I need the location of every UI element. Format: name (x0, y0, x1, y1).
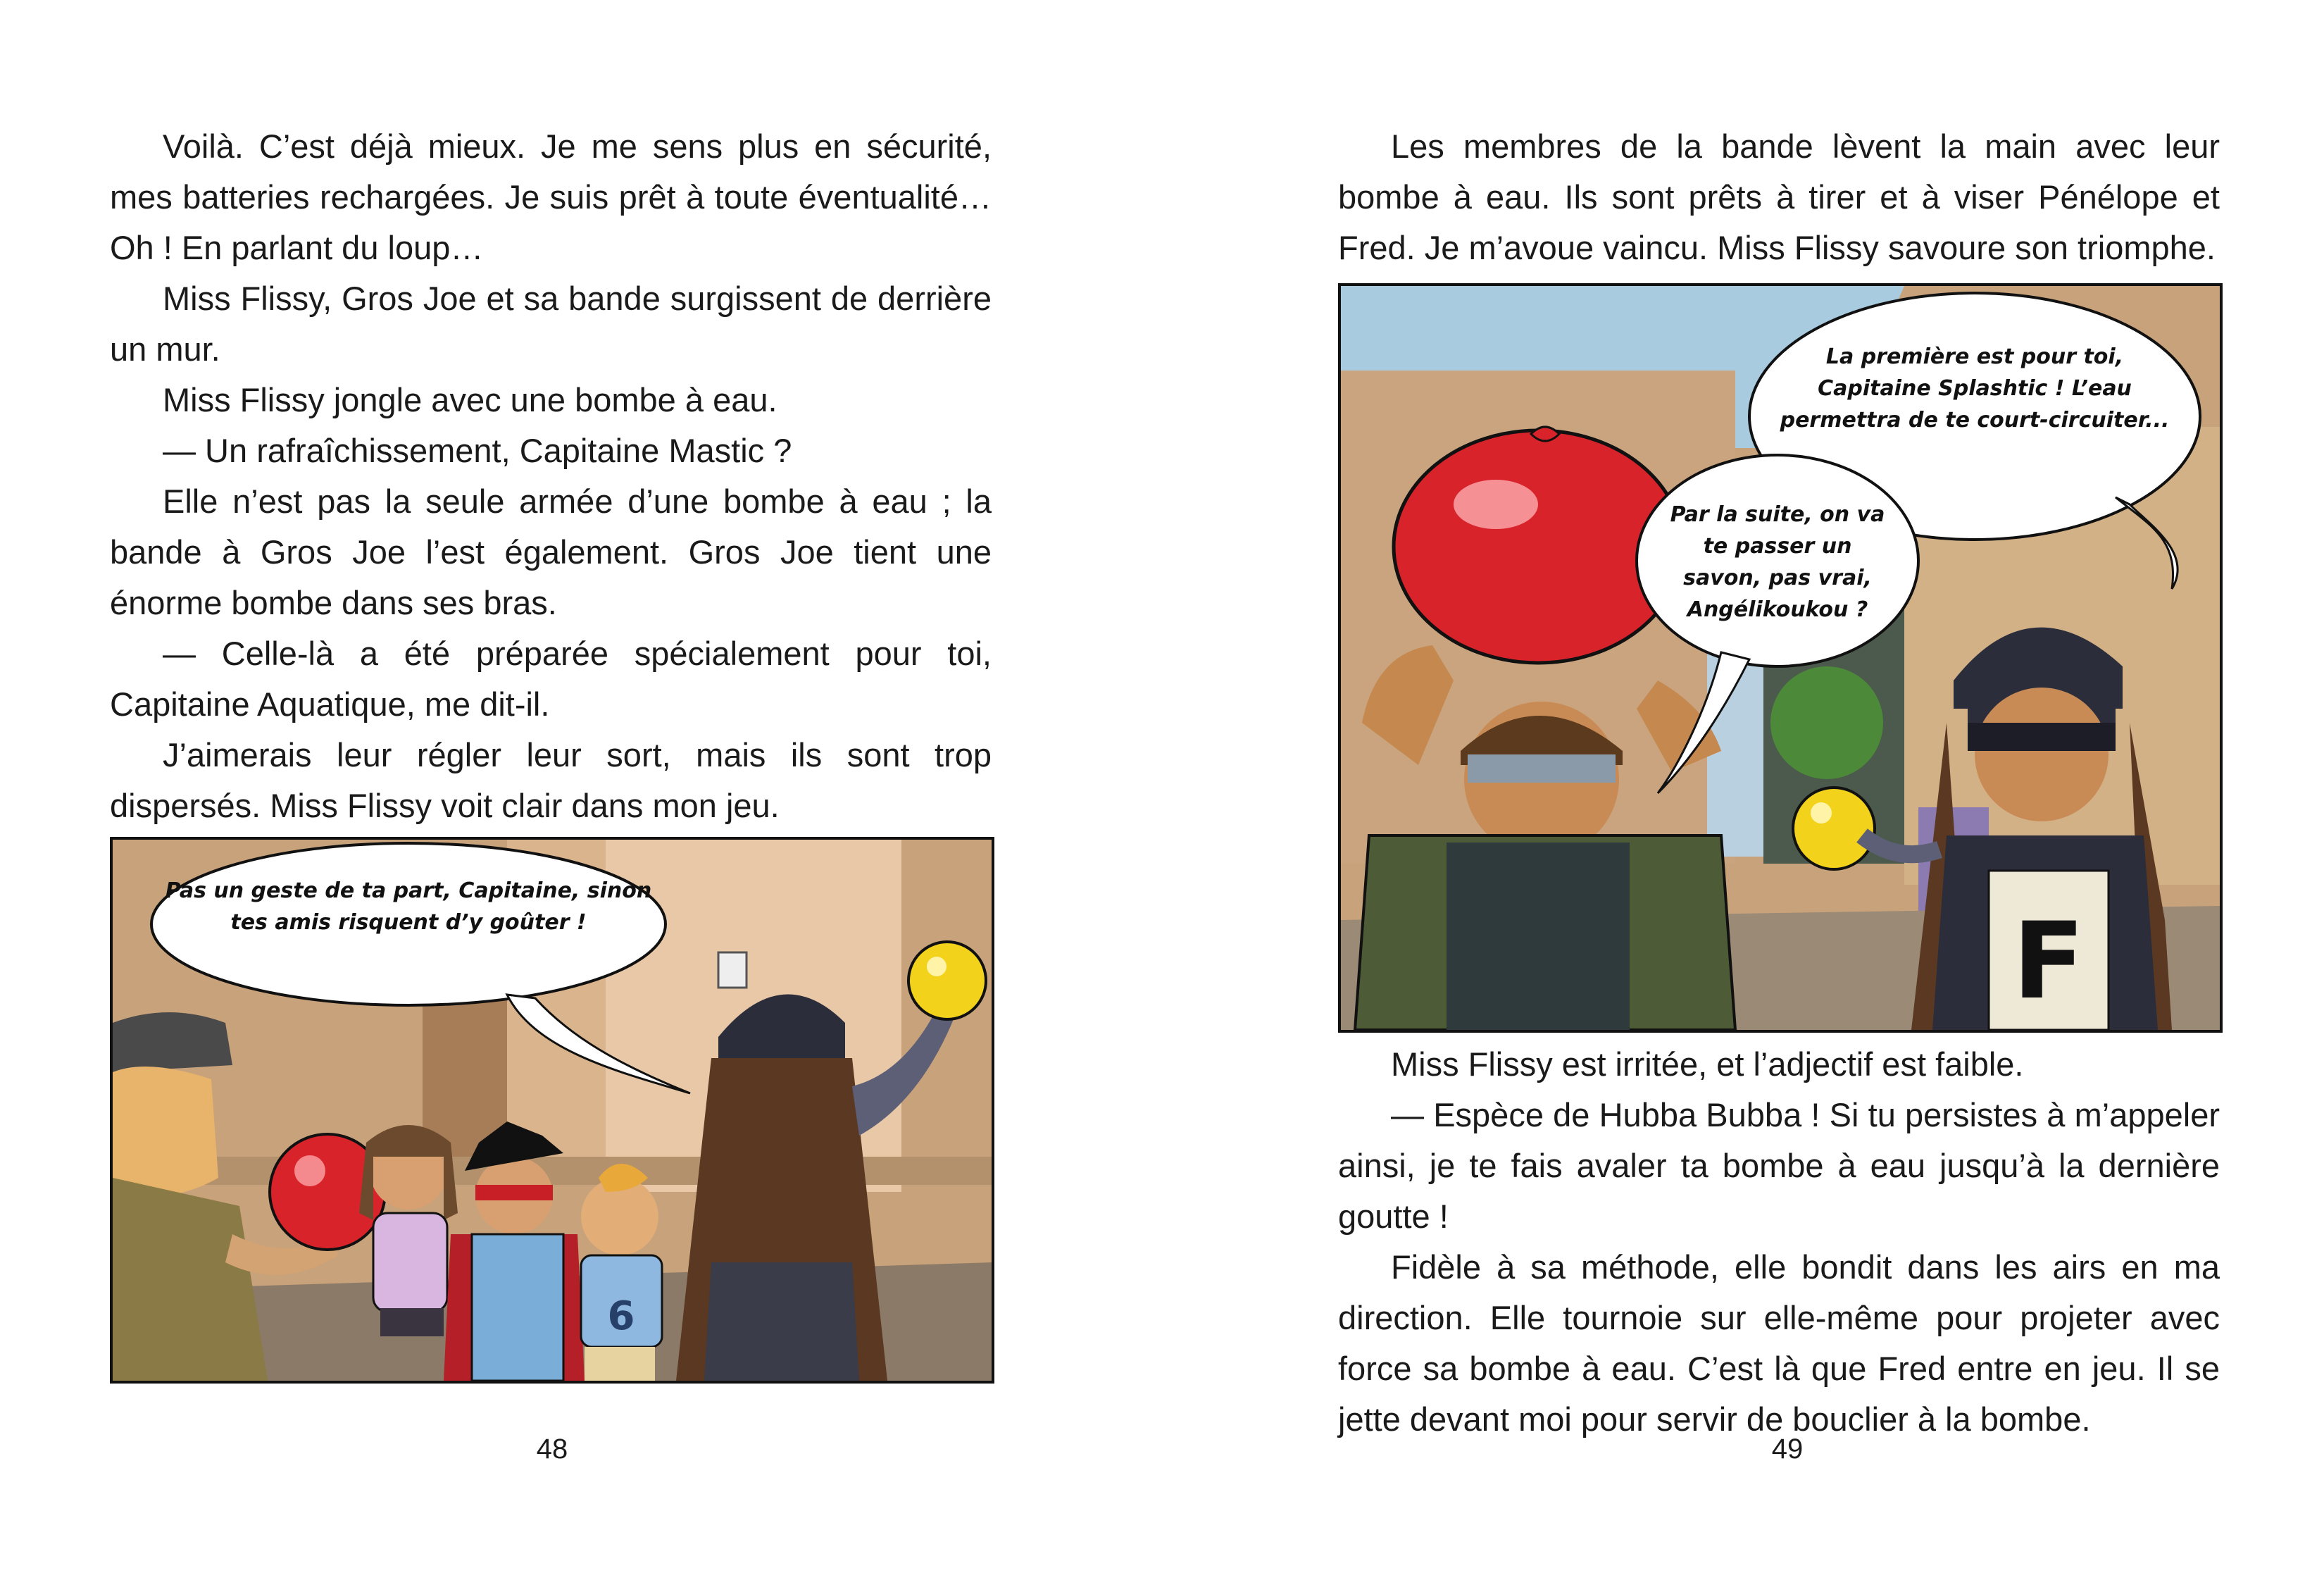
paragraph: Voilà. C’est déjà mieux. Je me sens plus en sécurité, mes batteries rechargées. Je suis prêt à toute éventualité… Oh ! En parlant du loup… (110, 128, 992, 266)
paragraph: Fidèle à sa méthode, elle bondit dans les airs en ma direction. Elle tournoie sur elle-même pour projeter avec force sa bombe à eau. C’est là que Fred entre en jeu. Il se jette devant moi pour servir de bouclier à la bombe. (1338, 1248, 2220, 1438)
paragraph: Elle n’est pas la seule armée d’une bombe à eau ; la bande à Gros Joe l’est également. Gros Joe tient une énorme bombe dans ses bras. (110, 483, 992, 621)
paragraph: Miss Flissy, Gros Joe et sa bande surgissent de derrière un mur. (110, 280, 992, 368)
jersey-number: 6 (607, 1293, 635, 1339)
left-page-text (110, 121, 992, 831)
comic-panel-left (110, 837, 994, 1384)
speech-bubble-top-text: La première est pour toi, Capitaine Splashtic ! L’eau permettra de te court-circuiter... (1780, 344, 2170, 433)
shirt-letter: F (2012, 900, 2085, 1023)
paragraph: Les membres de la bande lèvent la main avec leur bombe à eau. Ils sont prêts à tirer et à viser Pénélope et Fred. Je m’avoue vaincu. Miss Flissy savoure son triomphe. (1338, 128, 2220, 266)
speech-bubble-text: Pas un geste de ta part, Capitaine, sinon tes amis risquent d’y goûter ! (165, 878, 652, 935)
paragraph: Miss Flissy est irritée, et l’adjectif est faible. (1391, 1045, 2024, 1083)
dialogue-line: — Espèce de Hubba Bubba ! Si tu persistes à m’appeler ainsi, je te fais avaler ta bombe à eau jusqu’à la dernière goutte ! (1338, 1096, 2220, 1235)
page-number: 49 (1771, 1434, 1804, 1465)
right-page (1162, 0, 2324, 1585)
page-number: 48 (536, 1434, 568, 1465)
dialogue-line: — Un rafraîchissement, Capitaine Mastic ? (163, 432, 792, 469)
right-page-text-bottom (1338, 1039, 2220, 1445)
speech-bubble-left-text: Par la suite, on va te passer un savon, pas vrai, Angélikoukou ? (1670, 502, 1885, 622)
paragraph: Miss Flissy jongle avec une bombe à eau. (163, 381, 777, 418)
right-page-text-top (1338, 121, 2220, 273)
comic-panel-right (1338, 283, 2223, 1033)
dialogue-line: — Celle-là a été préparée spécialement pour toi, Capitaine Aquatique, me dit-il. (110, 635, 992, 723)
paragraph: J’aimerais leur régler leur sort, mais ils sont trop dispersés. Miss Flissy voit clair dans mon jeu. (110, 736, 992, 824)
